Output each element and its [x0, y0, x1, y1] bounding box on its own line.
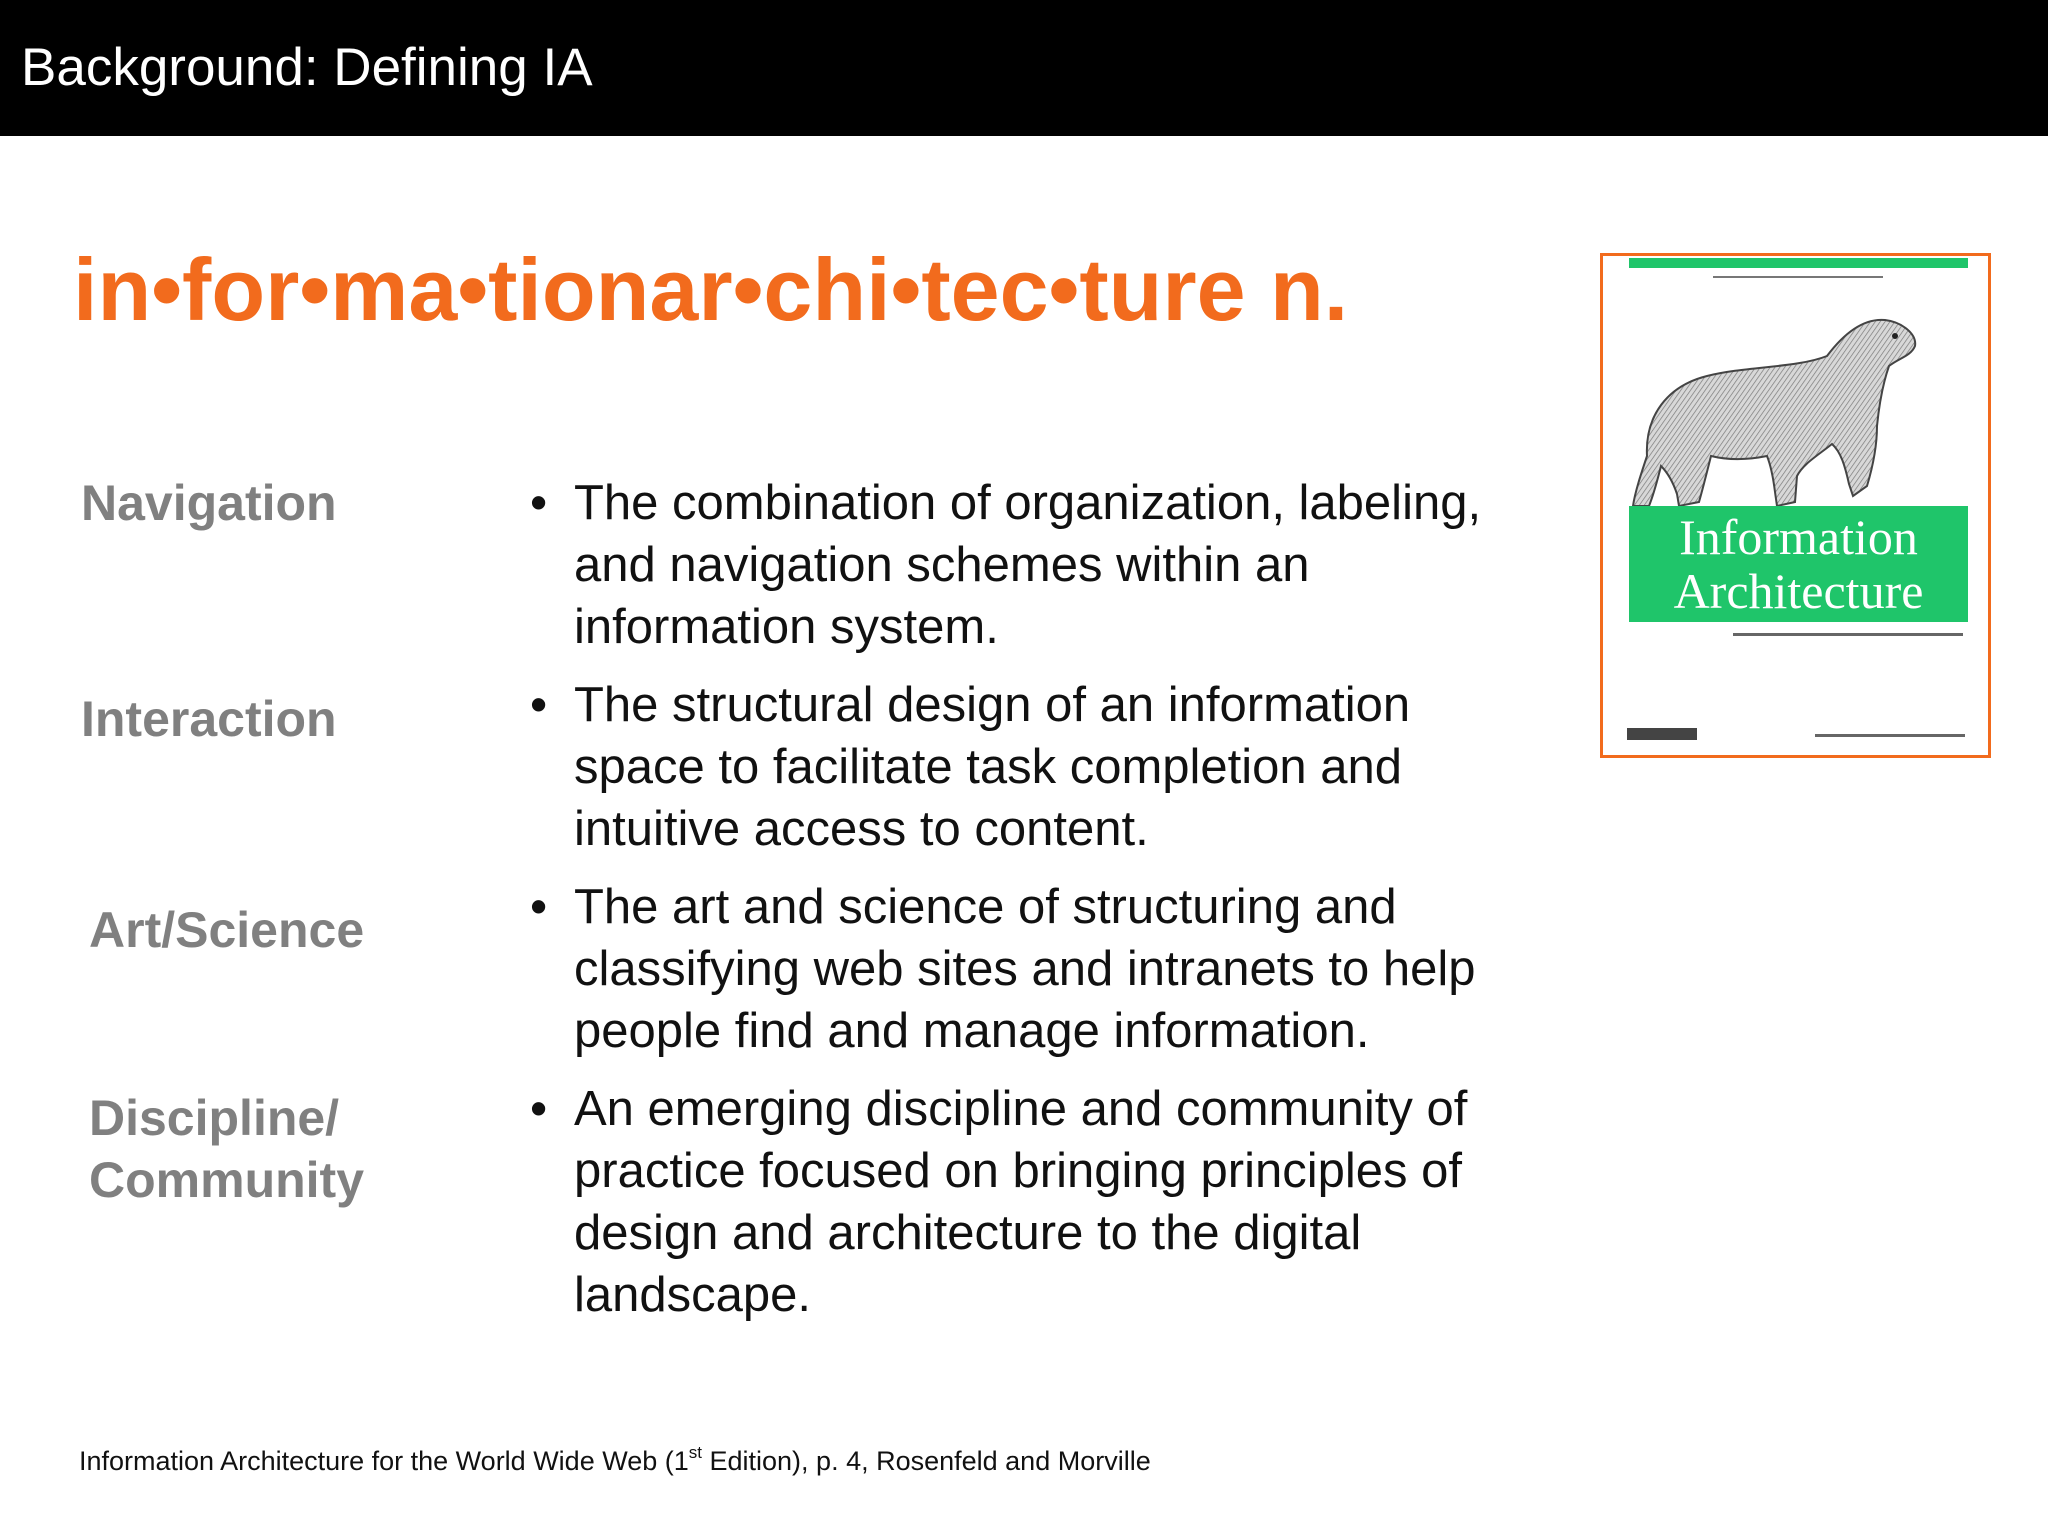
term-art-science: Art/Science	[89, 902, 365, 958]
definition-item	[530, 876, 1540, 1062]
definition-item	[530, 1078, 1540, 1326]
book-tagline-line	[1713, 276, 1883, 278]
book-title-line2: Architecture	[1673, 563, 1924, 619]
footnote-superscript: st	[688, 1443, 702, 1462]
bullet-icon: •	[530, 1082, 548, 1136]
polar-bear-icon	[1627, 306, 1927, 516]
footnote	[79, 1444, 1151, 1478]
book-title-line1: Information	[1679, 509, 1918, 565]
book-top-stripe	[1629, 258, 1968, 268]
term-interaction: Interaction	[81, 691, 337, 747]
footnote-text-end: Edition), p. 4, Rosenfeld and Morville	[702, 1446, 1151, 1476]
definition-text: The structural design of an information space to facilitate task completion and intuitive access to content.	[574, 678, 1411, 856]
bullet-icon: •	[530, 476, 548, 530]
slide-title: Background: Defining IA	[21, 38, 593, 97]
definition-text: The art and science of structuring and classifying web sites and intranets to help people find and manage information.	[574, 880, 1476, 1058]
bullet-icon: •	[530, 678, 548, 732]
headword: in•for•ma•tionar•chi•tec•ture n.	[73, 240, 1349, 339]
definition-item	[530, 674, 1540, 860]
book-subtitle-line	[1733, 633, 1963, 636]
publisher-logo-icon	[1627, 728, 1697, 740]
book-authors-line	[1815, 734, 1965, 737]
bullet-icon: •	[530, 880, 548, 934]
term-discipline-community: Discipline/ Community	[89, 1090, 364, 1208]
definition-item	[530, 472, 1540, 658]
footnote-text: Information Architecture for the World Wide Web (1	[79, 1446, 689, 1476]
term-navigation: Navigation	[81, 475, 337, 531]
book-title-band	[1629, 506, 1968, 622]
header-bar	[0, 0, 2048, 136]
definition-text: An emerging discipline and community of practice focused on bringing principles of design and architecture to the digital landscape.	[574, 1082, 1468, 1322]
book-cover-image	[1600, 253, 1991, 758]
definition-text: The combination of organization, labeling, and navigation schemes within an information system.	[574, 476, 1482, 654]
